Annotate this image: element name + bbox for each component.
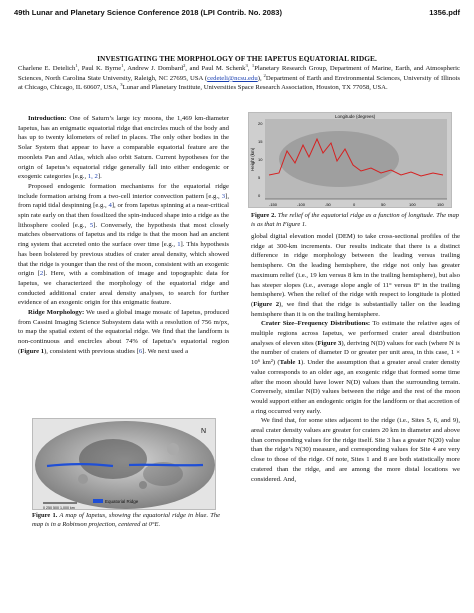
dem-paragraph: global digital elevation model (DEM) to take cross-sectional profiles of the ridge at 300-km increments. Our results indicate that there is a distinct difference in ridge morphology between the leading versus trailing hemisphere. On the leading hemisphere, the ridge not only has greater maximum relief (i.e., 19 km versus 8 km in the trailing hemisphere), but also has steeper slopes (i.e., average slope angle of 11° versus 8° in the trailing hemisphere). When the relief of the ridge with respect to longitude is plotted (Figure 2), we find that the ridge is substantially taller on the leading hemisphere than it is on the trailing hemisphere.	[251, 233, 460, 318]
pdf-number: 1356.pdf	[429, 7, 460, 17]
figure-2-caption: Figure 2. The relief of the equatorial ridge as a function of longitude. The map is as that in Figure 1.	[251, 212, 459, 228]
sites-paragraph: We find that, for some sites adjacent to the ridge (i.e., Sites 5, 6, and 9), areal crater density values are greater for craters 20 km in diameter and above than corresponding values for the ridge itself. Site 3 has a greater N(20) value than the ridge’s N(30) measure, and corresponding values for Site 4 are very close to those of the ridge. Of note, Sites 1 and 8 are both statistically more cratered than the ridge, and are among the more distal locations we considered. And,	[251, 417, 460, 483]
email-link[interactable]: cedeteli@ncsu.edu	[207, 74, 258, 82]
x-tick-label: 150	[437, 202, 444, 207]
figure-2-plot	[248, 112, 452, 208]
x-tick-label: 50	[381, 202, 386, 207]
figure-1-map	[32, 418, 216, 510]
y-tick-label: 20	[258, 121, 263, 126]
x-tick-label: -50	[325, 202, 331, 207]
intro-paragraph: Introduction: One of Saturn’s large icy moons, the 1,469 km-diameter Iapetus, has an enigmatic equatorial ridge that encircles much of the body and has up to twenty kilometers of relief in places. The only other bodies in the Solar System that appear to have a comparable equatorial feature are the moonlets Pan and Atlas, which also orbit Saturn. Current hypotheses for the origin of Iapetus’s equatorial ridge generally fall into either endogenic or exogenic categories [e.g., 1, 2].	[18, 115, 229, 181]
x-tick-label: 100	[409, 202, 416, 207]
iapetus-map	[33, 419, 217, 511]
y-ticks	[258, 121, 263, 198]
dark-terrain	[79, 439, 147, 479]
ridge-morphology-paragraph: Ridge Morphology: We used a global image mosaic of Iapetus, produced from Cassini Imaging Science Subsystem data with a resolution of 756 m/px, to map the spatial extent of the equatorial ridge. We find that the landform is non-continuous and encircles about 74% of Iapetus’s equatorial region (Figure 1), consistent with previous studies [6]. We next used a	[18, 309, 229, 355]
crater	[78, 474, 88, 484]
running-header	[14, 6, 460, 18]
right-column-text	[251, 232, 460, 484]
relief-plot	[249, 113, 453, 209]
legend-swatch	[93, 499, 103, 503]
legend-label: Equatorial Ridge	[105, 499, 139, 504]
y-axis-label: Height (km)	[250, 147, 255, 171]
crater-paragraph: Crater Size–Frequency Distributions: To estimate the relative ages of multiple regions across Iapetus, we performed crater areal distribution analyses of eleven sites (Figure 3), deriving N(D) values for each (where N is the number of craters of diameter D or greater per unit area, in this case, 1 × 10⁶ km²) (Table 1). Under the assumption that a greater areal crater density value corresponds to an older age, an exogenic ridge that formed some time after the moon should have lower N(D) values than the surrounding terrain. Conversely, similar N(D) values between the ridge and the rest of the moon would support either an endogenic origin for the landform or that accretion of a ring occurred very early.	[251, 320, 460, 415]
x-tick-label: -150	[269, 202, 278, 207]
y-tick-label: 0	[258, 193, 261, 198]
endogenic-paragraph: Proposed endogenic formation mechanisms for the equatorial ridge include formation arising from a two-cell interior convection pattern [e.g., 3], from rapid tidal despinning [e.g., 4], or from Iapetus spinning at a near-critical spin rate early on that then fossilized the spin-induced shape into a ridge as the lithosphere cooled [e.g., 5]. Conversely, the hypothesis that most closely matches observations of Iapetus and its ridge is that the moon had an ancient ring system that accreted onto the surface over time [e.g., 1]. This hypothesis has been bolstered by previous studies of crater areal density, which showed that the ridge is younger than the rest of the moon, consistent with an exogenic origin [2]. Here, with a combination of image and topographic data for Iapetus, we characterized the morphology of the equatorial ridge and conducted additional crater areal density analyses, to search for further evidence of an exogenic origin for this enigmatic feature.	[18, 182, 230, 307]
x-tick-label: 0	[353, 202, 356, 207]
north-arrow: N	[201, 428, 207, 435]
paper-title: INVESTIGATING THE MORPHOLOGY OF THE IAPETUS EQUATORIAL RIDGE.	[97, 54, 377, 63]
x-ticks	[269, 202, 444, 207]
crater	[167, 443, 179, 455]
author-affiliations: Charlene E. Detelich$^1$, Paul K. Byrne$^1$, Andrew J. Dombard$^2$, and Paul M. Schenk$^3$, $^1$Planetary Research Group, Department of Marine, Earth, and Atmospheric Sciences, North Carolina State University, Raleigh, NC 27695, USA (cedeteli@ncsu.edu), $^2$Department of Earth and Environmental Sciences, University of Illinois at Chicago, Chicago, IL 60607, USA, $^3$Lunar and Planetary Institute, Universities Space Research Association, Houston, TX 77058, USA.	[18, 62, 461, 92]
crater	[139, 481, 147, 489]
left-column-text	[18, 114, 229, 357]
conference-name: 49th Lunar and Planetary Science Conference 2018 (LPI Contrib. No. 2083)	[14, 7, 282, 17]
y-tick-label: 5	[258, 175, 261, 180]
y-tick-label: 10	[258, 157, 263, 162]
y-tick-label: 15	[258, 139, 263, 144]
x-tick-label: -100	[297, 202, 306, 207]
scale-label: 0 250 500 1,000 km	[43, 506, 75, 510]
x-axis-label: Longitude (degrees)	[335, 114, 376, 119]
figure-1-caption: Figure 1. A map of Iapetus, showing the equatorial ridge in blue. The map is in a Robinson projection, centered at 0°E.	[32, 512, 220, 528]
